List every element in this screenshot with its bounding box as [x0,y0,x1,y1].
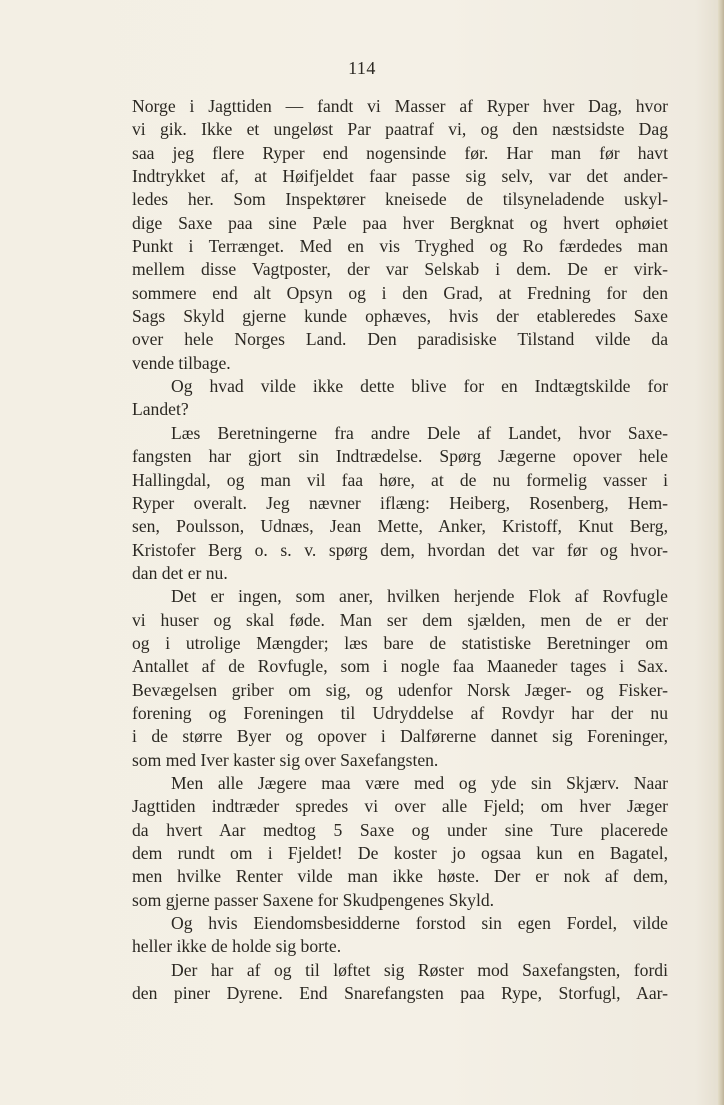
text-line: Men alle Jægere maa være med og yde sin Skjærv. Naar [171,772,668,793]
text-line: fangsten har gjort sin Indtrædelse. Spørg Jægerne opover hele [132,446,668,467]
text-line: Indtrykket af, at Høifjeldet faar passe sig selv, var det ander- [132,166,668,187]
text-line: vi huser og skal føde. Man ser dem sjælden, men de er der [132,609,668,630]
text-line: Sags Skyld gjerne kunde ophæves, hvis der etableredes Saxe [132,306,668,327]
text-line: den piner Dyrene. End Snarefangsten paa Rype, Storfugl, Aar- [132,983,668,1004]
text-line: forening og Foreningen til Udryddelse af Rovdyr har der nu [132,702,668,723]
text-line: men hvilke Renter vilde man ikke høste. Der er nok af dem, [132,866,668,887]
text-line: Og hvis Eiendomsbesidderne forstod sin egen Fordel, vilde [171,913,668,934]
text-line: Og hvad vilde ikke dette blive for en Indtægtskilde for [171,376,668,397]
text-line: Kristofer Berg o. s. v. spørg dem, hvordan det var før og hvor- [132,539,668,560]
text-line: Der har af og til løftet sig Røster mod Saxefangsten, fordi [171,959,668,980]
text-line: vi gik. Ikke et ungeløst Par paatraf vi, og den næstsidste Dag [132,119,668,140]
text-line: Jagttiden indtræder spredes vi over alle Fjeld; om hver Jæger [132,796,668,817]
text-line: sommere end alt Opsyn og i den Grad, at Fredning for den [132,282,668,303]
text-line: i de større Byer og opover i Dalførerne dannet sig Foreninger, [132,726,668,747]
text-line: Bevægelsen griber om sig, og udenfor Norsk Jæger- og Fisker- [132,679,668,700]
text-line: vende tilbage. [132,352,231,373]
text-line: som gjerne passer Saxene for Skudpengenes Skyld. [132,889,495,910]
text-line: Hallingdal, og man vil faa høre, at de nu formelig vasser i [132,469,668,490]
text-line: Norge i Jagttiden — fandt vi Masser af Ryper hver Dag, hvor [132,96,668,116]
text-line: og i utrolige Mængder; læs bare de statistiske Beretninger om [132,632,668,653]
text-line: ledes her. Som Inspektører kneisede de tilsyneladende uskyl- [132,189,668,210]
text-line: mellem disse Vagtposter, der var Selskab i dem. De er virk- [132,259,668,280]
body-text [132,95,668,1005]
page-edge [718,0,724,1105]
text-line: Landet? [132,399,189,420]
text-line: heller ikke de holde sig borte. [132,936,342,957]
text-line: Punkt i Terrænget. Med en vis Tryghed og Ro færdedes man [132,236,668,257]
text-line: sen, Poulsson, Udnæs, Jean Mette, Anker, Kristoff, Knut Berg, [132,516,668,537]
text-line: dige Saxe paa sine Pæle paa hver Bergknat og hvert ophøiet [132,212,668,233]
text-line: som med Iver kaster sig over Saxefangsten. [132,749,439,770]
text-line: Antallet af de Rovfugle, som i nogle faa Maaneder tages i Sax. [132,656,668,677]
text-line: over hele Norges Land. Den paradisiske Tilstand vilde da [132,329,668,350]
text-line: dan det er nu. [132,562,228,583]
text-line: da hvert Aar medtog 5 Saxe og under sine Ture placerede [132,819,668,840]
page-number: 114 [348,58,376,78]
text-line: saa jeg flere Ryper end nogensinde før. Har man før havt [132,142,668,163]
text-line: dem rundt om i Fjeldet! De koster jo ogsaa kun en Bagatel, [132,843,668,863]
text-line: Ryper overalt. Jeg nævner iflæng: Heiberg, Rosenberg, Hem- [132,492,668,513]
text-line: Det er ingen, som aner, hvilken herjende Flok af Rovfugle [171,586,668,607]
text-line: Læs Beretningerne fra andre Dele af Landet, hvor Saxe- [171,422,668,443]
